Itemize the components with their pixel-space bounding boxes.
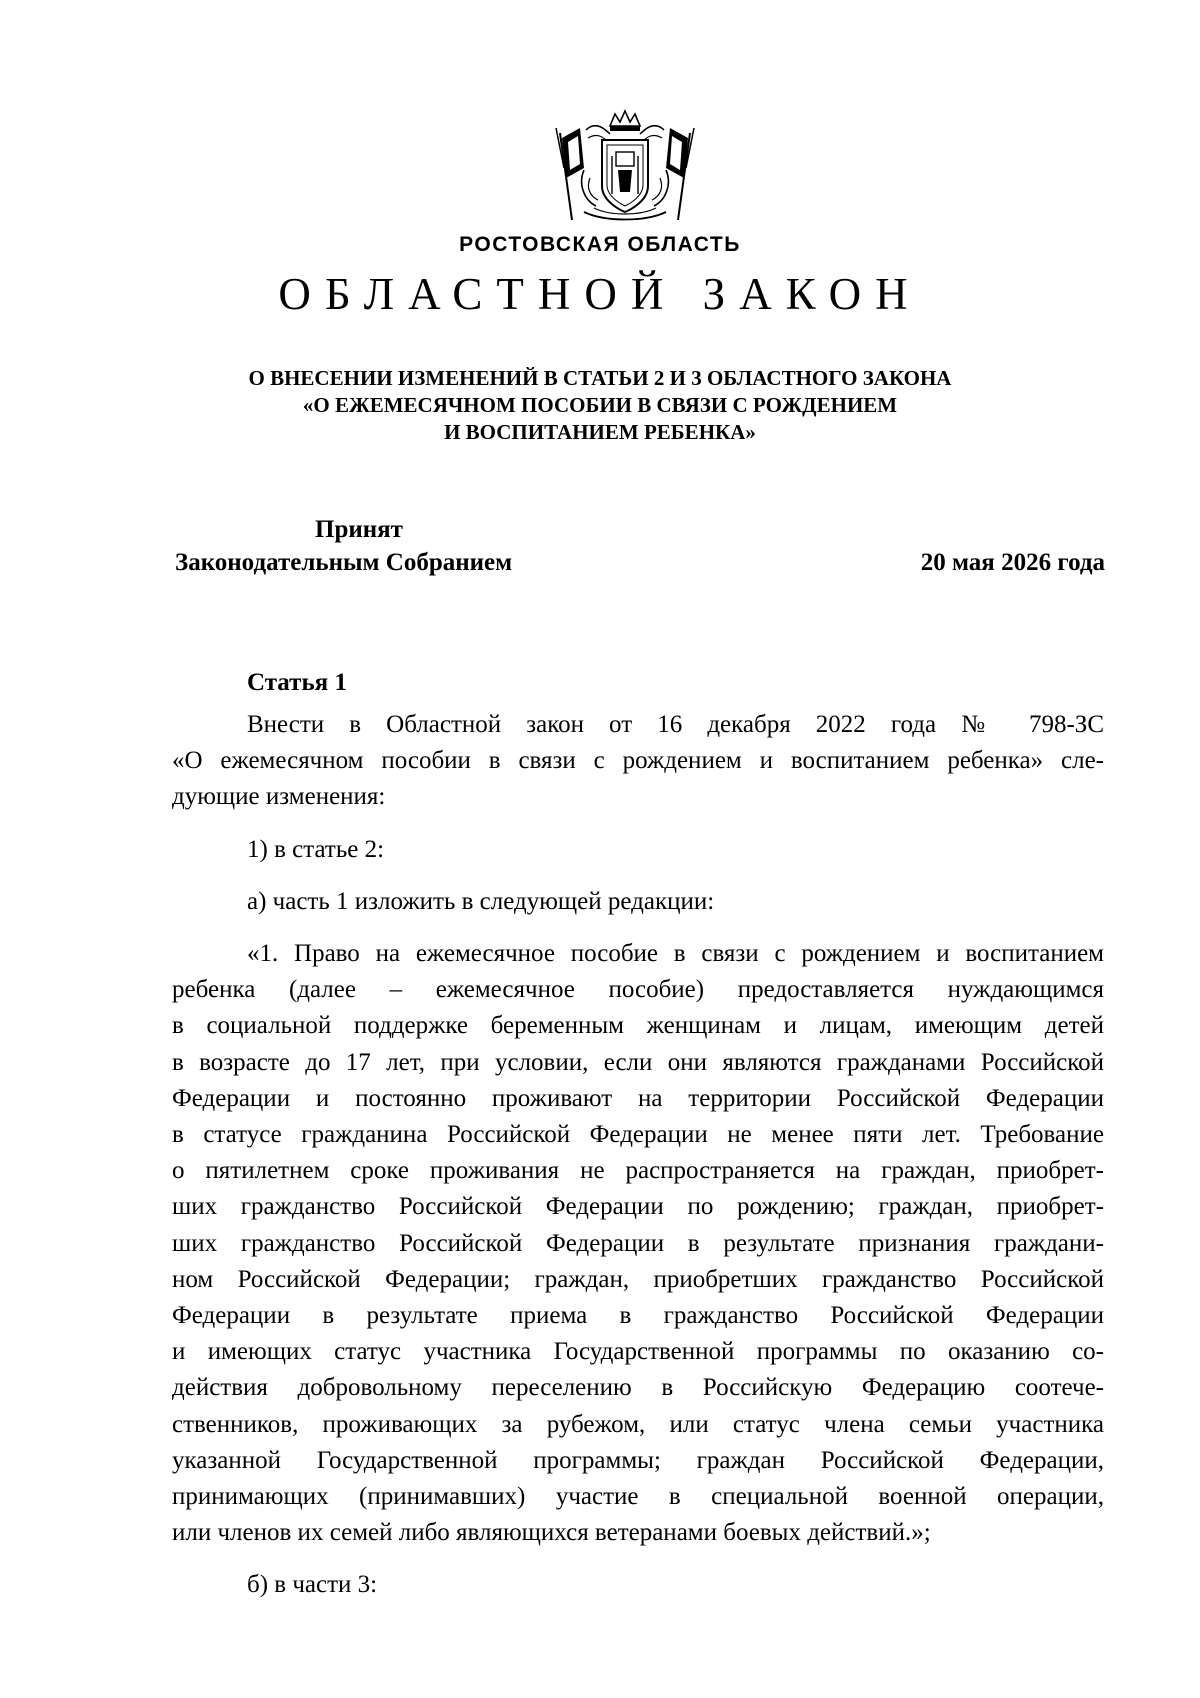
article-paragraph [172, 936, 1104, 1551]
paragraph-line: и имеющих статус участника Государственной программы по оказанию со- [172, 1338, 1104, 1366]
paragraph-line: о пятилетнем сроке проживания не распространяется на граждан, приобрет- [172, 1157, 1104, 1185]
adoption-statement [175, 513, 575, 579]
paragraph-line: дующие изменения: [172, 783, 386, 811]
paragraph-line: действия добровольному переселению в Российскую Федерацию соотече- [172, 1374, 1104, 1402]
paragraph-line: ном Российской Федерации; граждан, приобретших гражданство Российской [172, 1265, 1104, 1293]
article-paragraph [172, 832, 1104, 868]
law-subtitle-line: О ВНЕСЕНИИ ИЗМЕНЕНИЙ В СТАТЬИ 2 И 3 ОБЛАСТНОГО ЗАКОНА [248, 366, 952, 390]
law-subtitle [150, 365, 1050, 446]
paragraph-line: Федерации в результате приема в гражданство Российской Федерации [172, 1302, 1104, 1330]
paragraph-line: «1. Право на ежемесячное пособие в связи с рождением и воспитанием [247, 940, 1104, 968]
paragraph-line: Федерации и постоянно проживают на территории Российской Федерации [172, 1084, 1104, 1112]
paragraph-line: ших гражданство Российской Федерации по рождению; граждан, приобрет- [172, 1193, 1104, 1221]
paragraph-line: а) часть 1 изложить в следующей редакции: [247, 887, 715, 915]
region-name: РОСТОВСКАЯ ОБЛАСТЬ [459, 233, 741, 256]
paragraph-line: указанной Государственной программы; граждан Российской Федерации, [172, 1446, 1104, 1474]
paragraph-line: ших гражданство Российской Федерации в результате признания граждани- [172, 1229, 1104, 1257]
law-type-title: ОБЛАСТНОЙ ЗАКОН [278, 269, 922, 319]
article-body [172, 707, 1104, 1604]
paragraph-line: ребенка (далее – ежемесячное пособие) предоставляется нуждающимся [172, 976, 1104, 1004]
adoption-line-2: Законодательным Собранием [175, 549, 513, 576]
adoption-line-1: Принят [315, 516, 403, 543]
paragraph-line: в возрасте до 17 лет, при условии, если они являются гражданами Российской [172, 1048, 1104, 1076]
adoption-date: 20 мая 2026 года [920, 549, 1105, 576]
law-subtitle-line: И ВОСПИТАНИЕМ РЕБЕНКА» [444, 420, 756, 444]
article-paragraph [172, 884, 1104, 920]
article-paragraph [172, 707, 1104, 816]
paragraph-line: в статусе гражданина Российской Федерации не менее пяти лет. Требование [172, 1121, 1104, 1149]
paragraph-line: «О ежемесячном пособии в связи с рождением и воспитанием ребенка» сле- [172, 747, 1104, 775]
paragraph-line: Внести в Областной закон от 16 декабря 2022 года № 798-ЗС [247, 711, 1104, 738]
paragraph-line: ственников, проживающих за рубежом, или статус члена семьи участника [172, 1410, 1104, 1438]
law-subtitle-line: «О ЕЖЕМЕСЯЧНОМ ПОСОБИИ В СВЯЗИ С РОЖДЕНИЕМ [302, 393, 898, 417]
paragraph-line: или членов их семей либо являющихся ветеранами боевых действий.»; [172, 1519, 931, 1547]
paragraph-line: в социальной поддержке беременным женщинам и лицам, имеющим детей [172, 1012, 1104, 1040]
paragraph-line: б) в части 3: [247, 1571, 378, 1599]
paragraph-line: 1) в статье 2: [247, 835, 385, 863]
article-heading: Статья 1 [247, 669, 347, 696]
paragraph-line: принимающих (принимавших) участие в специальной военной операции, [172, 1483, 1104, 1511]
article-paragraph [172, 1567, 1104, 1603]
coat-of-arms-icon [550, 108, 700, 226]
